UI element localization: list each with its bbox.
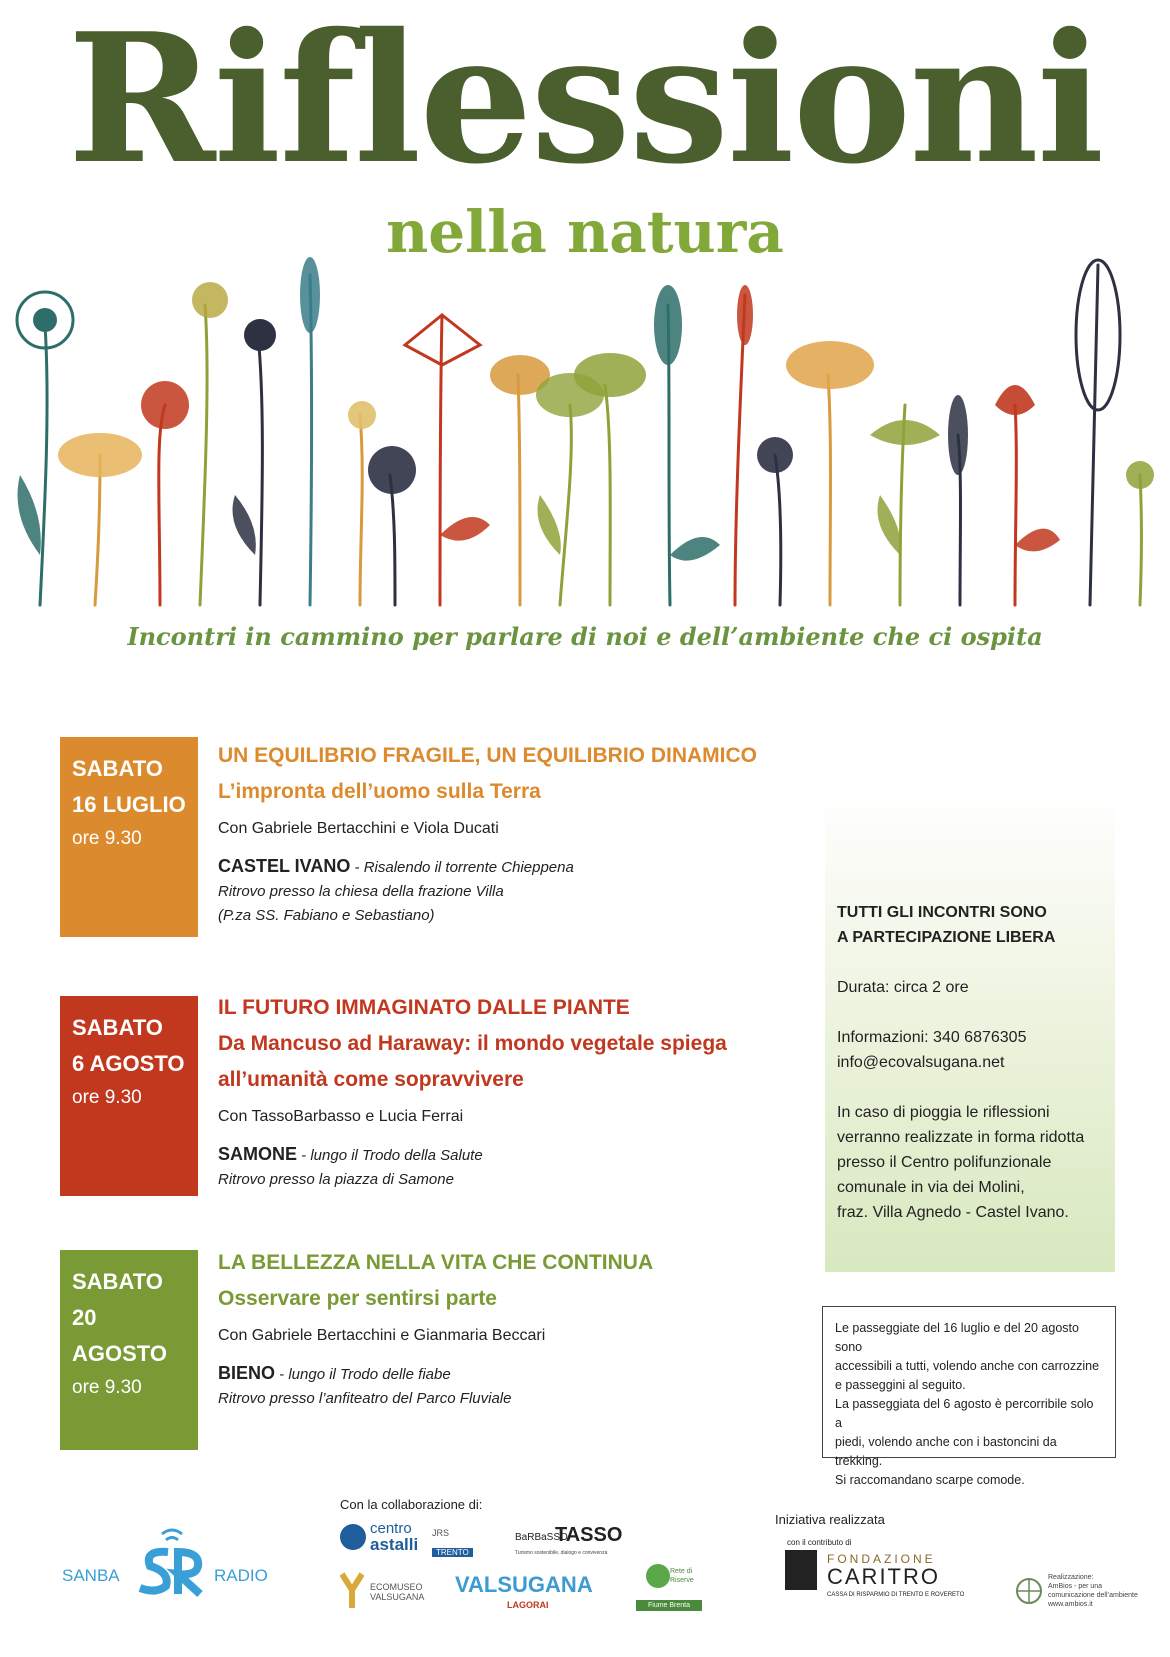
event-meeting-point: Ritrovo presso la chiesa della frazione Villa xyxy=(218,883,504,900)
event-time: ore 9.30 xyxy=(72,1087,142,1108)
tasso-subtitle: Turismo sostenibile, dialogo e convivenza xyxy=(515,1550,608,1556)
fondazione-text: FONDAZIONE xyxy=(827,1552,936,1566)
caritro-subtitle: CASSA DI RISPARMIO DI TRENTO E ROVERETO xyxy=(827,1592,965,1598)
note-line-5: piedi, volendo anche con i bastoncini da trekking. xyxy=(835,1435,1057,1468)
sanba-radio-icon xyxy=(132,1522,212,1602)
ecomuseo-logo xyxy=(340,1570,440,1614)
event-location xyxy=(218,1361,778,1411)
riserve-text: Riserve xyxy=(670,1577,694,1584)
info-duration: Durata: circa 2 ore xyxy=(837,979,969,996)
poster-subtitle: nella natura xyxy=(386,198,784,266)
caritro-text: CARITRO xyxy=(827,1564,940,1589)
tagline: Incontri in cammino per parlare di noi e dell’ambiente che ci ospita xyxy=(127,622,1043,651)
fiume-brenta-text: Fiume Brenta xyxy=(636,1600,702,1611)
ambios-line-2: AmBios - per una xyxy=(1048,1583,1103,1590)
event-6-agosto xyxy=(218,990,778,1192)
event-place: SAMONE xyxy=(218,1144,298,1164)
event-hosts: Con TassoBarbasso e Lucia Ferrai xyxy=(218,1108,464,1125)
event-subtitle: L’impronta dell’uomo sulla Terra xyxy=(218,780,541,803)
ecomuseo-icon xyxy=(340,1572,364,1610)
ambios-line-1: Realizzazione: xyxy=(1048,1574,1094,1581)
info-rain-line-5: fraz. Villa Agnedo - Castel Ivano. xyxy=(837,1204,1069,1221)
info-rain-line-2: verranno realizzate in forma ridotta xyxy=(837,1129,1085,1146)
barbasso-tasso-logo xyxy=(515,1520,623,1560)
event-subtitle: Da Mancuso ad Haraway: il mondo vegetale spiega xyxy=(218,1032,727,1055)
event-location xyxy=(218,1142,778,1192)
event-16-luglio xyxy=(218,738,778,928)
date-box-6-agosto xyxy=(60,996,198,1196)
caritro-crest-icon xyxy=(785,1550,817,1590)
event-day: SABATO xyxy=(72,1269,163,1294)
fondazione-caritro-logo xyxy=(775,1538,965,1608)
lagorai-text: LAGORAI xyxy=(507,1600,549,1610)
event-place: BIENO xyxy=(218,1363,276,1383)
info-rain-line-4: comunale in via dei Molini, xyxy=(837,1179,1025,1196)
date-box-20-agosto xyxy=(60,1250,198,1450)
centro-astalli-icon xyxy=(340,1524,366,1550)
event-hosts: Con Gabriele Bertacchini e Gianmaria Beccari xyxy=(218,1327,546,1344)
centro-astalli-logo xyxy=(340,1520,485,1560)
event-place: CASTEL IVANO xyxy=(218,856,351,876)
event-meeting-point: Ritrovo presso l’anfiteatro del Parco Fluviale xyxy=(218,1390,512,1407)
accessibility-note xyxy=(822,1306,1116,1487)
event-title: UN EQUILIBRIO FRAGILE, UN EQUILIBRIO DINAMICO xyxy=(218,744,757,767)
info-box xyxy=(825,790,1115,1272)
info-headline-1: TUTTI GLI INCONTRI SONO xyxy=(837,904,1047,921)
note-line-3: e passeggini al seguito. xyxy=(835,1378,966,1392)
event-title: IL FUTURO IMMAGINATO DALLE PIANTE xyxy=(218,996,630,1019)
barbasso-text: BaRBaSSO xyxy=(515,1532,568,1543)
event-meeting-point-detail: (P.za SS. Fabiano e Sebastiano) xyxy=(218,907,435,924)
note-line-6: Si raccomandano scarpe comode. xyxy=(835,1473,1025,1487)
valsugana-lagorai-logo xyxy=(455,1570,593,1614)
event-route: - Risalendo il torrente Chieppena xyxy=(350,859,574,876)
ecomuseo-valsugana-text: VALSUGANA xyxy=(370,1592,425,1602)
jrs-text: JRS xyxy=(432,1528,450,1538)
botanical-illustration xyxy=(0,255,1170,610)
info-rain-line-1: In caso di pioggia le riflessioni xyxy=(837,1104,1050,1121)
event-20-agosto xyxy=(218,1245,778,1411)
note-line-1: Le passeggiate del 16 luglio e del 20 agosto sono xyxy=(835,1321,1079,1354)
event-subtitle: Osservare per sentirsi parte xyxy=(218,1287,497,1310)
event-date: 6 AGOSTO xyxy=(72,1051,185,1076)
event-day: SABATO xyxy=(72,756,163,781)
sanba-text: SANBA xyxy=(62,1566,120,1585)
event-date: 16 LUGLIO xyxy=(72,792,186,817)
tasso-text: TASSO xyxy=(555,1524,623,1546)
rete-text: Rete di xyxy=(670,1568,693,1575)
initiative-label: Iniziativa realizzata xyxy=(775,1512,885,1527)
ambios-line-3: comunicazione dell’ambiente xyxy=(1048,1592,1138,1599)
centro-text: centro xyxy=(370,1520,412,1537)
event-route: - lungo il Trodo della Salute xyxy=(297,1147,483,1164)
globe-icon xyxy=(1014,1576,1044,1606)
event-subtitle-line2: all’umanità come sopravvivere xyxy=(218,1068,524,1091)
event-title: LA BELLEZZA NELLA VITA CHE CONTINUA xyxy=(218,1251,654,1274)
poster-title: Riflessioni xyxy=(67,0,1103,203)
event-time: ore 9.30 xyxy=(72,1377,142,1398)
sanba-radio-logo xyxy=(62,1522,282,1602)
radio-text: RADIO xyxy=(214,1566,268,1585)
date-box-16-luglio xyxy=(60,737,198,937)
note-line-2: accessibili a tutti, volendo anche con carrozzine xyxy=(835,1359,1100,1373)
event-hosts: Con Gabriele Bertacchini e Viola Ducati xyxy=(218,820,499,837)
event-date: 20 AGOSTO xyxy=(72,1305,167,1366)
event-location xyxy=(218,854,778,928)
info-phone: Informazioni: 340 6876305 xyxy=(837,1029,1027,1046)
ecomuseo-text: ECOMUSEO xyxy=(370,1582,423,1592)
trento-text: TRENTO xyxy=(432,1548,473,1557)
event-day: SABATO xyxy=(72,1015,163,1040)
event-time: ore 9.30 xyxy=(72,828,142,849)
ambios-logo xyxy=(1014,1574,1144,1618)
valsugana-text: VALSUGANA xyxy=(455,1572,593,1597)
clover-icon xyxy=(646,1564,670,1588)
note-line-4: La passeggiata del 6 agosto è percorribile solo a xyxy=(835,1397,1094,1430)
event-meeting-point: Ritrovo presso la piazza di Samone xyxy=(218,1171,454,1188)
contributo-label: con il contributo di xyxy=(787,1538,852,1547)
ambios-line-4: www.ambios.it xyxy=(1048,1601,1093,1608)
astalli-text: astalli xyxy=(370,1535,419,1554)
event-route: - lungo il Trodo delle fiabe xyxy=(275,1366,451,1383)
collaboration-label: Con la collaborazione di: xyxy=(340,1497,483,1512)
rete-riserve-logo xyxy=(636,1562,702,1618)
info-email: info@ecovalsugana.net xyxy=(837,1054,1005,1071)
info-rain-line-3: presso il Centro polifunzionale xyxy=(837,1154,1052,1171)
info-headline-2: A PARTECIPAZIONE LIBERA xyxy=(837,929,1056,946)
